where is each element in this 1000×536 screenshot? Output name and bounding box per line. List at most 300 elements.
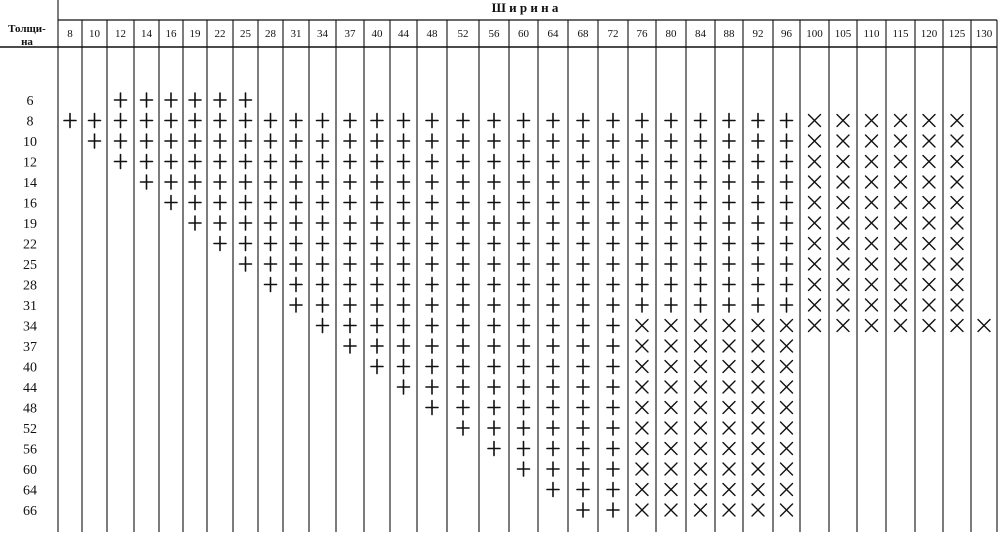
plus-mark bbox=[457, 380, 469, 394]
plus-mark bbox=[577, 339, 589, 353]
plus-mark bbox=[344, 216, 356, 230]
plus-mark bbox=[240, 216, 252, 230]
plus-mark bbox=[89, 114, 101, 128]
width-label: 105 bbox=[834, 28, 852, 40]
cross-mark bbox=[895, 176, 907, 188]
width-header-title: Ш и р и н а bbox=[491, 0, 559, 15]
plus-mark bbox=[752, 216, 764, 230]
plus-mark bbox=[607, 237, 619, 251]
cross-mark bbox=[665, 484, 677, 496]
plus-mark bbox=[115, 114, 127, 128]
width-label: 84 bbox=[695, 28, 706, 40]
cross-mark bbox=[723, 443, 735, 455]
thickness-row-labels bbox=[23, 94, 37, 519]
plus-mark bbox=[636, 216, 648, 230]
plus-mark bbox=[607, 421, 619, 435]
thickness-label: 56 bbox=[23, 442, 37, 458]
thickness-label: 60 bbox=[23, 463, 37, 478]
plus-mark bbox=[344, 339, 356, 353]
plus-mark bbox=[695, 216, 707, 230]
cross-mark bbox=[923, 279, 935, 291]
thickness-label: 8 bbox=[26, 114, 34, 130]
cross-mark bbox=[837, 299, 849, 311]
cross-mark bbox=[636, 402, 648, 414]
plus-mark bbox=[240, 114, 252, 128]
plus-mark bbox=[665, 278, 677, 292]
width-label: 28 bbox=[265, 28, 276, 40]
plus-mark bbox=[371, 339, 383, 353]
plus-mark bbox=[547, 216, 559, 230]
plus-mark bbox=[265, 196, 277, 210]
cross-mark bbox=[809, 279, 821, 291]
plus-mark bbox=[214, 134, 226, 148]
cross-mark bbox=[752, 340, 764, 352]
plus-mark bbox=[695, 155, 707, 169]
plus-mark bbox=[607, 462, 619, 476]
cross-mark bbox=[723, 381, 735, 393]
cross-mark bbox=[866, 238, 878, 250]
plus-mark bbox=[398, 237, 410, 251]
cross-mark bbox=[951, 176, 963, 188]
cross-mark bbox=[781, 484, 793, 496]
cross-mark bbox=[665, 443, 677, 455]
cross-mark bbox=[781, 443, 793, 455]
plus-mark bbox=[607, 503, 619, 517]
plus-mark bbox=[426, 278, 438, 292]
cross-mark bbox=[752, 443, 764, 455]
width-label: 40 bbox=[371, 28, 383, 40]
cross-mark bbox=[723, 402, 735, 414]
width-label: 120 bbox=[920, 28, 938, 40]
plus-mark bbox=[426, 216, 438, 230]
plus-mark bbox=[695, 278, 707, 292]
plus-mark bbox=[636, 196, 648, 210]
plus-mark bbox=[607, 216, 619, 230]
plus-mark bbox=[518, 216, 530, 230]
thickness-label: 40 bbox=[23, 360, 37, 376]
cross-mark bbox=[723, 484, 735, 496]
cross-mark bbox=[866, 197, 878, 209]
plus-mark bbox=[488, 237, 500, 251]
cross-mark bbox=[951, 279, 963, 291]
thickness-label: 37 bbox=[23, 340, 37, 355]
plus-mark bbox=[426, 175, 438, 189]
width-label: 48 bbox=[426, 28, 438, 40]
plus-mark bbox=[636, 134, 648, 148]
plus-mark bbox=[547, 114, 559, 128]
plus-mark bbox=[426, 360, 438, 374]
plus-mark bbox=[752, 175, 764, 189]
cross-mark bbox=[752, 422, 764, 434]
plus-mark bbox=[488, 401, 500, 415]
cross-mark bbox=[895, 217, 907, 229]
plus-mark bbox=[240, 93, 252, 107]
plus-mark bbox=[457, 339, 469, 353]
cross-mark bbox=[866, 156, 878, 168]
cross-mark bbox=[752, 320, 764, 332]
plus-mark bbox=[577, 216, 589, 230]
cross-mark bbox=[866, 279, 878, 291]
cross-mark bbox=[951, 217, 963, 229]
plus-mark bbox=[752, 278, 764, 292]
plus-mark bbox=[426, 339, 438, 353]
cross-mark bbox=[951, 135, 963, 147]
plus-mark bbox=[371, 237, 383, 251]
plus-mark bbox=[547, 155, 559, 169]
plus-mark bbox=[214, 216, 226, 230]
cross-mark bbox=[695, 463, 707, 475]
plus-mark bbox=[723, 237, 735, 251]
cross-mark bbox=[866, 115, 878, 127]
plus-mark bbox=[141, 175, 153, 189]
plus-mark bbox=[371, 175, 383, 189]
plus-mark bbox=[577, 319, 589, 333]
width-label: 19 bbox=[189, 28, 201, 40]
cross-mark bbox=[951, 115, 963, 127]
plus-mark bbox=[398, 257, 410, 271]
plus-mark bbox=[723, 257, 735, 271]
plus-mark bbox=[189, 155, 201, 169]
width-label: 88 bbox=[723, 28, 735, 40]
cross-mark bbox=[636, 422, 648, 434]
cross-mark bbox=[837, 238, 849, 250]
plus-mark bbox=[577, 278, 589, 292]
plus-mark bbox=[317, 298, 329, 312]
plus-mark bbox=[426, 257, 438, 271]
plus-mark bbox=[607, 380, 619, 394]
cross-mark bbox=[923, 115, 935, 127]
plus-mark bbox=[457, 257, 469, 271]
width-label: 130 bbox=[975, 28, 993, 40]
plus-mark bbox=[636, 175, 648, 189]
plus-mark bbox=[781, 114, 793, 128]
plus-mark bbox=[398, 175, 410, 189]
cross-mark bbox=[866, 217, 878, 229]
plus-mark bbox=[457, 401, 469, 415]
plus-mark bbox=[488, 155, 500, 169]
plus-mark bbox=[518, 360, 530, 374]
cross-mark bbox=[636, 443, 648, 455]
plus-mark bbox=[577, 237, 589, 251]
plus-mark bbox=[577, 360, 589, 374]
plus-mark bbox=[426, 237, 438, 251]
cross-mark bbox=[665, 402, 677, 414]
plus-mark bbox=[457, 360, 469, 374]
plus-mark bbox=[781, 237, 793, 251]
plus-mark bbox=[371, 155, 383, 169]
plus-mark bbox=[518, 462, 530, 476]
plus-mark bbox=[371, 196, 383, 210]
thickness-label: 34 bbox=[23, 319, 37, 335]
plus-mark bbox=[214, 196, 226, 210]
plus-mark bbox=[398, 339, 410, 353]
plus-mark bbox=[518, 114, 530, 128]
thickness-label: 64 bbox=[23, 483, 37, 499]
width-label: 31 bbox=[290, 28, 302, 40]
availability-marks bbox=[64, 93, 990, 517]
plus-mark bbox=[141, 93, 153, 107]
plus-mark bbox=[752, 155, 764, 169]
cross-mark bbox=[695, 340, 707, 352]
width-column-labels bbox=[67, 28, 993, 40]
cross-mark bbox=[781, 504, 793, 516]
plus-mark bbox=[398, 196, 410, 210]
cross-mark bbox=[695, 484, 707, 496]
plus-mark bbox=[547, 401, 559, 415]
plus-mark bbox=[547, 483, 559, 497]
plus-mark bbox=[518, 278, 530, 292]
width-label: 80 bbox=[665, 28, 677, 40]
width-label: 100 bbox=[806, 28, 823, 40]
plus-mark bbox=[781, 257, 793, 271]
cross-mark bbox=[752, 381, 764, 393]
cross-mark bbox=[723, 422, 735, 434]
plus-mark bbox=[426, 114, 438, 128]
plus-mark bbox=[290, 155, 302, 169]
plus-mark bbox=[488, 380, 500, 394]
width-label: 25 bbox=[240, 28, 251, 40]
plus-mark bbox=[695, 237, 707, 251]
plus-mark bbox=[240, 155, 252, 169]
plus-mark bbox=[165, 155, 177, 169]
plus-mark bbox=[518, 257, 530, 271]
plus-mark bbox=[64, 114, 76, 128]
cross-mark bbox=[723, 463, 735, 475]
plus-mark bbox=[115, 155, 127, 169]
thickness-label: 48 bbox=[23, 401, 37, 417]
plus-mark bbox=[317, 134, 329, 148]
plus-mark bbox=[457, 216, 469, 230]
plus-mark bbox=[695, 114, 707, 128]
plus-mark bbox=[547, 175, 559, 189]
plus-mark bbox=[141, 114, 153, 128]
cross-mark bbox=[695, 381, 707, 393]
plus-mark bbox=[518, 380, 530, 394]
cross-mark bbox=[752, 484, 764, 496]
plus-mark bbox=[371, 360, 383, 374]
plus-mark bbox=[607, 442, 619, 456]
cross-mark bbox=[809, 156, 821, 168]
cross-mark bbox=[923, 156, 935, 168]
cross-mark bbox=[636, 361, 648, 373]
plus-mark bbox=[165, 175, 177, 189]
cross-mark bbox=[781, 340, 793, 352]
cross-mark bbox=[665, 320, 677, 332]
cross-mark bbox=[809, 176, 821, 188]
plus-mark bbox=[290, 134, 302, 148]
cross-mark bbox=[723, 340, 735, 352]
cross-mark bbox=[895, 320, 907, 332]
plus-mark bbox=[398, 298, 410, 312]
cross-mark bbox=[951, 156, 963, 168]
cross-mark bbox=[695, 320, 707, 332]
cross-mark bbox=[665, 463, 677, 475]
plus-mark bbox=[265, 175, 277, 189]
plus-mark bbox=[240, 237, 252, 251]
plus-mark bbox=[488, 257, 500, 271]
plus-mark bbox=[165, 114, 177, 128]
plus-mark bbox=[636, 114, 648, 128]
cross-mark bbox=[781, 381, 793, 393]
plus-mark bbox=[577, 298, 589, 312]
width-label: 12 bbox=[115, 28, 126, 40]
thickness-label: 25 bbox=[23, 258, 37, 273]
plus-mark bbox=[344, 257, 356, 271]
cross-mark bbox=[895, 258, 907, 270]
plus-mark bbox=[665, 155, 677, 169]
cross-mark bbox=[665, 381, 677, 393]
cross-mark bbox=[923, 217, 935, 229]
plus-mark bbox=[723, 298, 735, 312]
cross-mark bbox=[895, 197, 907, 209]
cross-mark bbox=[951, 197, 963, 209]
plus-mark bbox=[457, 196, 469, 210]
plus-mark bbox=[781, 196, 793, 210]
plus-mark bbox=[665, 298, 677, 312]
plus-mark bbox=[636, 237, 648, 251]
plus-mark bbox=[752, 237, 764, 251]
plus-mark bbox=[290, 196, 302, 210]
plus-mark bbox=[781, 278, 793, 292]
plus-mark bbox=[695, 257, 707, 271]
cross-mark bbox=[923, 238, 935, 250]
cross-mark bbox=[723, 320, 735, 332]
cross-mark bbox=[951, 258, 963, 270]
plus-mark bbox=[214, 114, 226, 128]
plus-mark bbox=[457, 319, 469, 333]
plus-mark bbox=[607, 401, 619, 415]
plus-mark bbox=[115, 93, 127, 107]
plus-mark bbox=[547, 319, 559, 333]
plus-mark bbox=[189, 134, 201, 148]
plus-mark bbox=[189, 175, 201, 189]
width-label: 115 bbox=[892, 28, 909, 40]
plus-mark bbox=[290, 278, 302, 292]
thickness-label: 16 bbox=[23, 196, 37, 212]
plus-mark bbox=[547, 339, 559, 353]
plus-mark bbox=[547, 462, 559, 476]
plus-mark bbox=[398, 380, 410, 394]
cross-mark bbox=[837, 320, 849, 332]
cross-mark bbox=[809, 115, 821, 127]
plus-mark bbox=[518, 401, 530, 415]
cross-mark bbox=[837, 217, 849, 229]
plus-mark bbox=[723, 216, 735, 230]
cross-mark bbox=[923, 135, 935, 147]
plus-mark bbox=[265, 278, 277, 292]
plus-mark bbox=[426, 319, 438, 333]
plus-mark bbox=[371, 114, 383, 128]
plus-mark bbox=[695, 175, 707, 189]
plus-mark bbox=[89, 134, 101, 148]
plus-mark bbox=[723, 114, 735, 128]
plus-mark bbox=[426, 380, 438, 394]
plus-mark bbox=[695, 196, 707, 210]
plus-mark bbox=[457, 298, 469, 312]
plus-mark bbox=[265, 114, 277, 128]
cross-mark bbox=[837, 115, 849, 127]
thickness-label: 52 bbox=[23, 422, 37, 437]
plus-mark bbox=[547, 237, 559, 251]
plus-mark bbox=[398, 319, 410, 333]
plus-mark bbox=[344, 237, 356, 251]
plus-mark bbox=[547, 360, 559, 374]
plus-mark bbox=[189, 196, 201, 210]
plus-mark bbox=[290, 114, 302, 128]
plus-mark bbox=[398, 360, 410, 374]
cross-mark bbox=[866, 135, 878, 147]
plus-mark bbox=[426, 298, 438, 312]
plus-mark bbox=[577, 175, 589, 189]
plus-mark bbox=[607, 257, 619, 271]
plus-mark bbox=[189, 216, 201, 230]
cross-mark bbox=[752, 504, 764, 516]
plus-mark bbox=[488, 442, 500, 456]
cross-mark bbox=[752, 463, 764, 475]
plus-mark bbox=[577, 483, 589, 497]
plus-mark bbox=[317, 237, 329, 251]
plus-mark bbox=[488, 319, 500, 333]
plus-mark bbox=[290, 175, 302, 189]
cross-mark bbox=[866, 320, 878, 332]
thickness-header-line2: на bbox=[21, 36, 33, 48]
plus-mark bbox=[607, 483, 619, 497]
plus-mark bbox=[752, 257, 764, 271]
plus-mark bbox=[398, 278, 410, 292]
plus-mark bbox=[344, 319, 356, 333]
plus-mark bbox=[457, 134, 469, 148]
plus-mark bbox=[265, 134, 277, 148]
plus-mark bbox=[317, 155, 329, 169]
plus-mark bbox=[636, 298, 648, 312]
plus-mark bbox=[344, 175, 356, 189]
plus-mark bbox=[344, 114, 356, 128]
plus-mark bbox=[723, 278, 735, 292]
width-label: 16 bbox=[165, 28, 177, 40]
width-label: 37 bbox=[344, 28, 356, 40]
plus-mark bbox=[781, 134, 793, 148]
thickness-label: 28 bbox=[23, 278, 37, 294]
plus-mark bbox=[607, 360, 619, 374]
cross-mark bbox=[895, 135, 907, 147]
cross-mark bbox=[636, 504, 648, 516]
cross-mark bbox=[695, 504, 707, 516]
cross-mark bbox=[895, 238, 907, 250]
plus-mark bbox=[665, 114, 677, 128]
plus-mark bbox=[457, 175, 469, 189]
cross-mark bbox=[809, 320, 821, 332]
plus-mark bbox=[607, 339, 619, 353]
cross-mark bbox=[951, 320, 963, 332]
plus-mark bbox=[371, 319, 383, 333]
plus-mark bbox=[518, 319, 530, 333]
plus-mark bbox=[577, 196, 589, 210]
plus-mark bbox=[371, 298, 383, 312]
cross-mark bbox=[895, 115, 907, 127]
plus-mark bbox=[665, 216, 677, 230]
cross-mark bbox=[695, 443, 707, 455]
plus-mark bbox=[547, 134, 559, 148]
plus-mark bbox=[398, 114, 410, 128]
plus-mark bbox=[488, 196, 500, 210]
plus-mark bbox=[290, 298, 302, 312]
plus-mark bbox=[577, 114, 589, 128]
plus-mark bbox=[317, 319, 329, 333]
cross-mark bbox=[923, 258, 935, 270]
plus-mark bbox=[577, 380, 589, 394]
plus-mark bbox=[317, 114, 329, 128]
cross-mark bbox=[665, 361, 677, 373]
